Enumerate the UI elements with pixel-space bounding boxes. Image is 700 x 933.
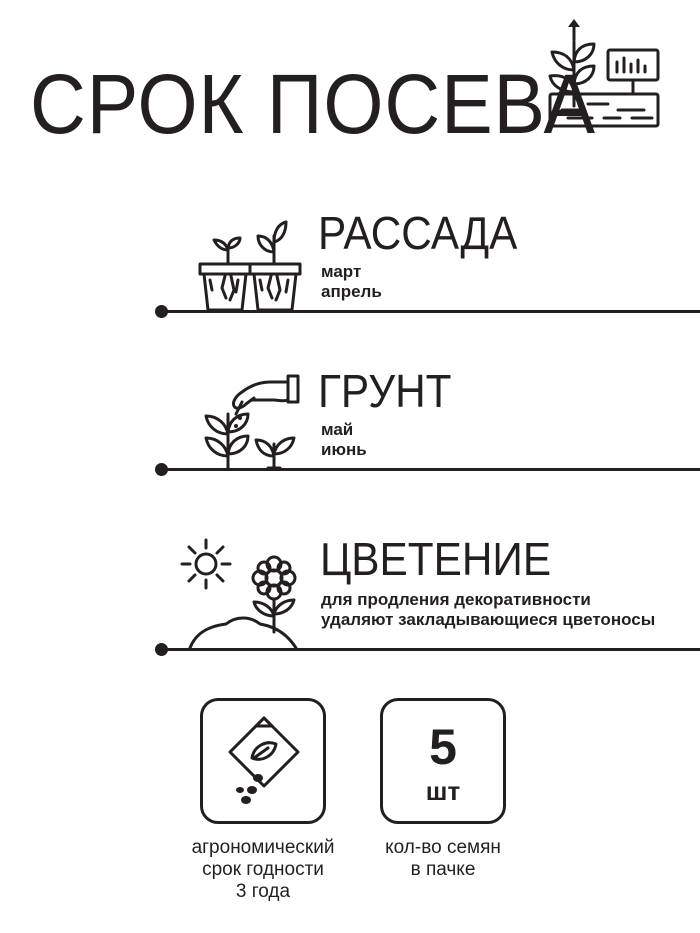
- sun-flower-icon: [176, 536, 302, 652]
- seed-count-unit: шт: [425, 776, 461, 806]
- shelf-life-caption-line: 3 года: [235, 881, 291, 902]
- section-line: июнь: [321, 440, 367, 459]
- hand-planting-icon: [202, 374, 302, 470]
- seed-count-caption-line: в пачке: [410, 859, 476, 880]
- section-line: март: [321, 262, 362, 281]
- shelf-life-caption-line: агрономический: [191, 837, 335, 858]
- seed-count-caption-line: кол-во семян: [385, 837, 501, 858]
- plant-growth-monitor-icon: [548, 18, 663, 130]
- page-title: СРОК ПОСЕВА: [30, 57, 596, 151]
- timeline-line: [160, 648, 700, 651]
- seed-packet-icon: [228, 716, 300, 806]
- section-line: апрель: [321, 282, 382, 301]
- section-line: для продления декоративности: [321, 590, 591, 609]
- section-line: удаляют закладывающиеся цветоносы: [321, 610, 656, 629]
- timeline-line: [160, 310, 700, 313]
- seedling-pots-icon: [198, 218, 302, 312]
- section-heading-bloom: ЦВЕТЕНИЕ: [320, 533, 552, 585]
- seed-count-number: 5: [429, 719, 457, 775]
- section-heading-seedlings: РАССАДА: [318, 207, 518, 259]
- timeline-line: [160, 468, 700, 471]
- shelf-life-caption-line: срок годности: [202, 859, 324, 880]
- section-heading-ground: ГРУНТ: [318, 365, 452, 417]
- section-line: май: [321, 420, 354, 439]
